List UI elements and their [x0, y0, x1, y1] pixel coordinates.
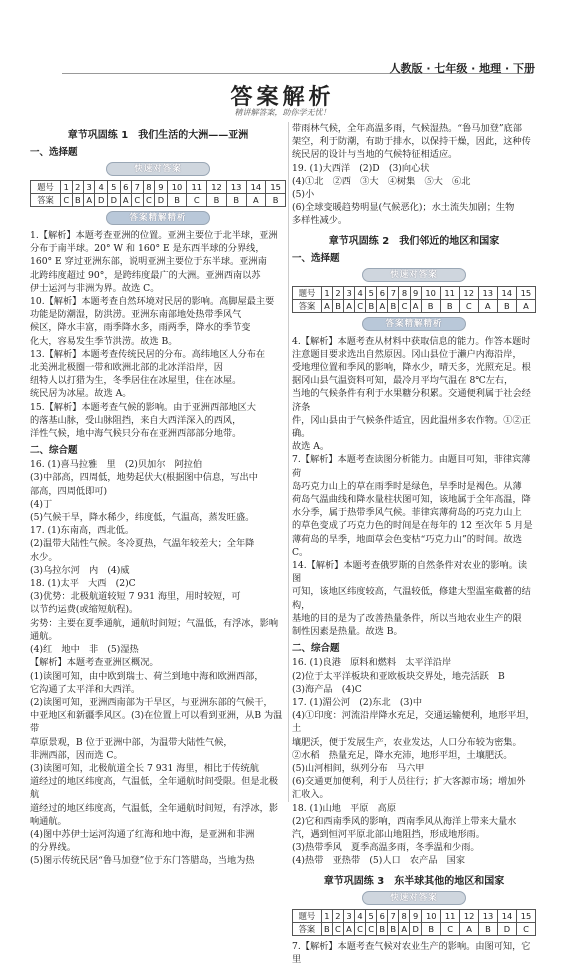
text-line: 中亚地区和新疆季风区。(3)在位置上可以看到亚洲，从B 为温带: [30, 710, 283, 735]
item-19-text: [292, 162, 536, 228]
answer-cell: B: [388, 299, 399, 312]
text-line: 的分界线。: [30, 842, 76, 854]
text-line: 劣势：主要在夏季通航，通航时间短；气温低，有浮冰，影响: [30, 617, 279, 629]
text-line: 壤肥沃，便于发展生产，农业发达，人口分布较为密集。: [292, 736, 522, 748]
text-line: 基地的目的是为了改善热量条件，所以当地农业生产的限: [292, 612, 522, 624]
qnum-cell: 题号: [293, 909, 322, 922]
section-synthesis-heading: 二、综合题: [30, 445, 78, 457]
text-line: (1)读图可知，由中欧到瑞士、荷兰到地中海和欧洲西部，: [30, 670, 264, 682]
text-line: 洋性气候，地中海气候只分布在亚洲西部部分地带。: [30, 428, 242, 440]
qnum-cell: 4: [95, 181, 108, 194]
answer-cell: B: [321, 922, 332, 935]
qnum-cell: 2: [333, 286, 344, 299]
answer-table-3: [292, 909, 536, 936]
answer-cell: A: [322, 299, 333, 312]
answer-cell: D: [410, 922, 422, 935]
text-line: (2)它和西南季风的影响，西南季风从海洋上带来大量水: [292, 815, 517, 827]
right-continued-text: [292, 122, 536, 162]
text-line: 13.【解析】本题考查传统民居的分布。高纬地区人分布在: [30, 348, 266, 360]
text-line: 10.【解析】本题考查自然环境对民居的影响。高脚屋最主要: [30, 296, 275, 308]
answer-cell: C: [366, 922, 377, 935]
answer-cell: C: [332, 922, 343, 935]
answer-cell: A: [84, 194, 95, 207]
qnum-cell: 4: [355, 286, 366, 299]
answer-cell: A: [478, 299, 497, 312]
answer-cell: B: [440, 299, 459, 312]
answer-cell: 答案: [293, 299, 322, 312]
answer-cell: C: [187, 194, 207, 207]
answer-cell: A: [377, 299, 388, 312]
text-line: 18. (1)山地 平原 高原: [292, 802, 397, 814]
qnum-cell: 1: [321, 909, 332, 922]
answer-cell: C: [355, 299, 366, 312]
qnum-cell: 10: [422, 909, 441, 922]
text-line: 功能是防潮湿，防洪涝。亚洲东南部地处热带季风气: [30, 309, 242, 321]
text-line: 伊士运河与非洲为界。故选 C。: [30, 282, 160, 294]
answer-cell: D: [95, 194, 108, 207]
right-synthesis-text: [292, 656, 536, 867]
qnum-cell: 4: [354, 909, 365, 922]
text-line: ②水稻 热量充足，降水充沛，地形平坦，土壤肥沃。: [292, 749, 513, 761]
qnum-cell: 15: [516, 909, 535, 922]
text-line: 岛巧克力山上的草在雨季时是绿色，旱季时是褐色。从薄: [292, 480, 522, 492]
qnum-cell: 7: [388, 909, 399, 922]
text-line: 部高，四周低即可): [30, 485, 108, 497]
answer-cell: 答案: [31, 194, 61, 207]
text-line: (5)气候干旱，降水稀少，纬度低，气温高，蒸发旺盛。: [30, 512, 255, 524]
analysis-banner-2: 答案精解精析: [362, 317, 466, 331]
qnum-cell: 10: [421, 286, 440, 299]
answer-cell: B: [366, 299, 377, 312]
text-line: (4)①印度：河流沿岸降水充足，交通运输便利，地形平坦，土: [292, 710, 535, 735]
qnum-cell: 1: [61, 181, 73, 194]
qnum-cell: 6: [377, 909, 388, 922]
text-line: 7.【解析】本题考查读图分析能力。由题目可知，菲律宾薄荷: [292, 454, 531, 479]
qnum-cell: 1: [322, 286, 333, 299]
qnum-cell: 13: [478, 286, 497, 299]
answer-cell: C: [399, 299, 410, 312]
qnum-cell: 9: [410, 909, 422, 922]
text-line: 据冈山县气温资料可知，最冷月平均气温在 8℃左右，: [292, 375, 514, 387]
qnum-cell: 7: [131, 181, 143, 194]
answer-table-2: [292, 286, 536, 313]
text-line: 水少。: [30, 551, 58, 563]
text-line: (5)小: [292, 189, 315, 201]
answer-cell: A: [460, 922, 479, 935]
qnum-cell: 3: [344, 286, 355, 299]
right-column: [292, 122, 536, 965]
qnum-cell: 11: [187, 181, 207, 194]
answer-cell: C: [459, 299, 478, 312]
qnum-cell: 2: [332, 909, 343, 922]
qnum-cell: 8: [143, 181, 155, 194]
text-line: 件，冈山县由于气候条件适宜，因此温州多农作物。①②正确。: [292, 414, 531, 440]
answer-cell: B: [421, 299, 440, 312]
text-line: 制性因素是热量。故选 B。: [292, 626, 403, 638]
chapter-3-heading: 章节巩固练 3 东半球其他的地区和国家: [323, 875, 505, 887]
text-line: 纽特人以打猎为生，冬季居住在冰屋里，住在冰屋。: [30, 375, 242, 387]
text-line: (2)读图可知，亚洲西南部为干旱区，与亚洲东部的气候干，: [30, 696, 273, 708]
section-choice-heading: 一、选择题: [30, 147, 78, 158]
qnum-cell: 6: [377, 286, 388, 299]
text-line: 14.【解析】本题考查俄罗斯的自然条件对农业的影响。读图: [292, 560, 528, 585]
answer-cell: D: [155, 194, 168, 207]
text-line: 可知，该地区纬度较高，气温较低，修建大型温室截蓄的结构，: [292, 586, 531, 611]
left-synthesis-text: [30, 458, 286, 867]
text-line: 道经过的地区纬度高，气温低，全年通航时间短，有浮冰，影: [30, 802, 279, 814]
text-line: 受地理位置和季风的影响，降水少，晴天多，光照充足。根: [292, 362, 531, 374]
answer-cell: B: [377, 922, 388, 935]
answer-cell: B: [479, 922, 498, 935]
text-line: 17. (1)东南高，西北低。: [30, 525, 135, 537]
answer-cell: B: [333, 299, 344, 312]
qnum-cell: 5: [366, 909, 377, 922]
chapter-2-heading: 章节巩固练 2 我们邻近的地区和国家: [328, 235, 500, 247]
answer-cell: B: [422, 922, 441, 935]
text-line: (3)中部高，四周低，地势起伏大(根据图中信息，写出中: [30, 472, 258, 484]
qnum-cell: 11: [440, 286, 459, 299]
text-line: (3)热带季风 夏季高温多雨，冬季温和少雨。: [292, 842, 480, 854]
text-line: 注意题目要求选出自然原因。冈山县位于濑户内海沿岸，: [292, 348, 522, 360]
text-line: 故选 A。: [292, 441, 330, 453]
answer-cell: D: [107, 194, 120, 207]
answer-cell: B: [497, 299, 516, 312]
answer-cell: A: [410, 299, 421, 312]
text-line: 的落基山脉，受山脉阻挡，来自大西洋深入的西风，: [30, 414, 242, 426]
qnum-cell: 9: [155, 181, 168, 194]
qnum-cell: 5: [366, 286, 377, 299]
text-line: 薄荷岛的旱季，地面草会色变枯“巧克力山”的时间。故选 C。: [292, 533, 522, 558]
quick-answers-banner-3: 快速对答案: [362, 891, 466, 905]
text-line: (3)优势：北极航道较短 7 931 海里，用时较短，可: [30, 591, 241, 603]
text-line: 16. (1)良港 原料和燃料 太平洋沿岸: [292, 657, 452, 669]
answer-cell: A: [120, 194, 131, 207]
qnum-cell: 13: [479, 909, 498, 922]
qnum-cell: 题号: [293, 286, 322, 299]
text-line: 非洲西部，因而选 C。: [30, 749, 123, 761]
answer-cell: A: [399, 922, 410, 935]
right-analysis-text: [292, 335, 536, 639]
text-line: 北跨纬度超过 90°，是跨纬度最广的大洲。亚洲西南以苏: [30, 269, 261, 281]
answer-cell: A: [246, 194, 266, 207]
qnum-cell: 2: [72, 181, 83, 194]
section-synthesis-heading-2: 二、综合题: [292, 643, 340, 655]
qnum-cell: 12: [459, 286, 478, 299]
answer-cell: C: [354, 922, 365, 935]
text-line: 响通航。: [30, 815, 67, 827]
text-line: 北美洲北极圈一带和欧洲北部的北冰洋沿岸，因: [30, 362, 223, 374]
column-divider: [288, 122, 289, 802]
text-line: 多样性减少。: [292, 215, 348, 227]
section-choice-heading-2: 一、选择题: [292, 252, 340, 264]
text-line: 15.【解析】本题考查气候的影响。由于亚洲西部地区大: [30, 401, 256, 413]
qnum-cell: 11: [441, 909, 460, 922]
qnum-cell: 10: [167, 181, 187, 194]
text-line: (6)全球变暖趋势明显(气候恶化)；水土流失加剧；生物: [292, 202, 515, 214]
answer-cell: C: [61, 194, 73, 207]
text-line: 统民居的设计与当地的气候特征相适应。: [292, 149, 458, 161]
qnum-cell: 9: [410, 286, 421, 299]
text-line: 19. (1)大西洋 (2)D (3)向心状: [292, 162, 430, 174]
qnum-cell: 3: [343, 909, 354, 922]
text-line: (3)乌拉尔河 内 (4)威: [30, 564, 130, 576]
answer-table-1: [30, 180, 286, 207]
qnum-cell: 5: [107, 181, 120, 194]
text-line: 带雨林气候，全年高温多雨，气候湿热。“鲁马加登”底部: [292, 123, 522, 134]
answer-cell: C: [143, 194, 155, 207]
text-line: 4.【解析】本题考查从材料中获取信息的能力。作答本题时: [292, 335, 531, 347]
qnum-cell: 7: [388, 286, 399, 299]
answer-cell: B: [207, 194, 227, 207]
text-line: 【解析】本题考查亚洲区概况。: [30, 657, 159, 669]
answer-cell: A: [516, 299, 535, 312]
text-line: 当地的气候条件有利于水果糖分积累。交通便利属于社会经济条: [292, 388, 531, 413]
text-line: (4)①北 ②西 ③大 ④树集 ⑤大 ⑥北: [292, 175, 471, 187]
text-line: 水分季，属于热带季风气候。菲律宾薄荷岛的巧克力山上: [292, 507, 522, 519]
answer-cell: B: [226, 194, 246, 207]
text-line: (4)热带 亚热带 (5)人口 农产品 国家: [292, 855, 466, 867]
text-line: 统民居为冰屋。故选 A。: [30, 388, 132, 400]
answer-cell: C: [441, 922, 460, 935]
text-line: 草原景观，B 位于亚洲中部，为温带大陆性气候，: [30, 736, 233, 748]
qnum-cell: 14: [498, 909, 517, 922]
qnum-cell: 6: [120, 181, 131, 194]
last-analysis-line: 7.【解析】本题考查气候对农业生产的影响。由图可知，它里: [292, 940, 531, 965]
text-line: 汽，遇到恒河平原北部山地阻挡，形成地形雨。: [292, 828, 485, 840]
qnum-cell: 3: [84, 181, 95, 194]
text-line: 汇收入。: [292, 789, 329, 801]
text-line: 17. (1)湄公河 (2)东北 (3)中: [292, 696, 423, 708]
text-line: 160° E 穿过亚洲东部，说明亚洲主要位于东半球。亚洲南: [30, 256, 267, 268]
answer-cell: A: [343, 922, 354, 935]
text-line: 18. (1)太平 大西 (2)C: [30, 578, 136, 590]
text-line: 它沟通了太平洋和大西洋。: [30, 683, 141, 695]
answer-cell: C: [516, 922, 535, 935]
answer-cell: B: [388, 922, 399, 935]
quick-answers-banner-2: 快速对答案: [362, 268, 466, 282]
text-line: 16. (1)喜马拉雅 里 (2)贝加尔 阿拉伯: [30, 459, 203, 471]
left-analysis-text: [30, 229, 286, 440]
answer-cell: D: [498, 922, 517, 935]
text-line: (6)交通更加便利，利于人员往行；扩大客源市场；增加外: [292, 776, 526, 788]
text-line: (3)读图可知，北极航道全长 7 931 海里，相比于传统航: [30, 762, 259, 774]
edition-label: 人教版 · 七年级 · 地理 · 下册: [389, 62, 535, 75]
qnum-cell: 15: [266, 181, 286, 194]
qnum-cell: 12: [207, 181, 227, 194]
answer-cell: B: [72, 194, 83, 207]
text-line: (5)山河相间，纵列分布 马六甲: [292, 762, 425, 774]
text-line: 架空，利于防潮，有助于排水，以保持干燥，因此，这种传: [292, 136, 531, 148]
chapter-1-heading: 章节巩固练 1 我们生活的大洲——亚洲: [67, 130, 249, 141]
text-line: (4)图中苏伊士运河沟通了红海和地中海，是亚洲和非洲: [30, 828, 255, 840]
qnum-cell: 8: [399, 286, 410, 299]
text-line: (2)位于太平洋板块和亚欧板块交界处，地壳活跃 B: [292, 670, 505, 682]
answer-cell: B: [266, 194, 286, 207]
analysis-banner: 答案精解精析: [106, 211, 210, 225]
page-title: 答案解析: [230, 84, 335, 110]
qnum-cell: 12: [460, 909, 479, 922]
text-line: (2)温带大陆性气候。冬冷夏热，气温年较差大；全年降: [30, 538, 255, 550]
text-line: 道经过的地区纬度高，气温低，全年通航时间受限。但是北极航: [30, 776, 279, 801]
answer-cell: C: [131, 194, 143, 207]
qnum-cell: 13: [226, 181, 246, 194]
text-line: (4)红 地中 非 (5)湿热: [30, 644, 139, 656]
text-line: 1.【解析】本题考查亚洲的位置。亚洲主要位于北半球，亚洲: [30, 230, 278, 241]
text-line: 荷岛气温曲线和降水量柱状图可知，该地属于全年高温，降: [292, 494, 531, 506]
qnum-cell: 15: [516, 286, 535, 299]
text-line: (5)图示传统民居“鲁马加登”位于东门答腊岛，当地为热: [30, 855, 255, 867]
qnum-cell: 8: [399, 909, 410, 922]
text-line: 化大，容易发生季节洪涝。故选 B。: [30, 335, 178, 347]
text-line: 通航。: [30, 630, 58, 642]
text-line: (4)丁: [30, 498, 53, 510]
qnum-cell: 14: [246, 181, 266, 194]
text-line: 以节约运费(或缩短航程)。: [30, 604, 139, 616]
answer-cell: A: [344, 299, 355, 312]
text-line: 分布于南半球。20° W 和 160° E 是东西半球的分界线，: [30, 243, 265, 255]
qnum-cell: 题号: [31, 181, 61, 194]
text-line: 的草色变成了巧克力色的时间是在每年的 12 至次年 5 月是: [292, 520, 533, 532]
quick-answers-banner: 快速对答案: [106, 162, 210, 176]
answer-cell: 答案: [293, 922, 322, 935]
answer-cell: B: [167, 194, 187, 207]
qnum-cell: 14: [497, 286, 516, 299]
slogan: 精讲解答案，助你学无忧！: [234, 108, 331, 117]
text-line: (3)海产品 (4)C: [292, 683, 362, 695]
text-line: 候区，降水丰富，雨季降水多，雨两季，降水的季节变: [30, 322, 251, 334]
left-column: [30, 122, 286, 867]
